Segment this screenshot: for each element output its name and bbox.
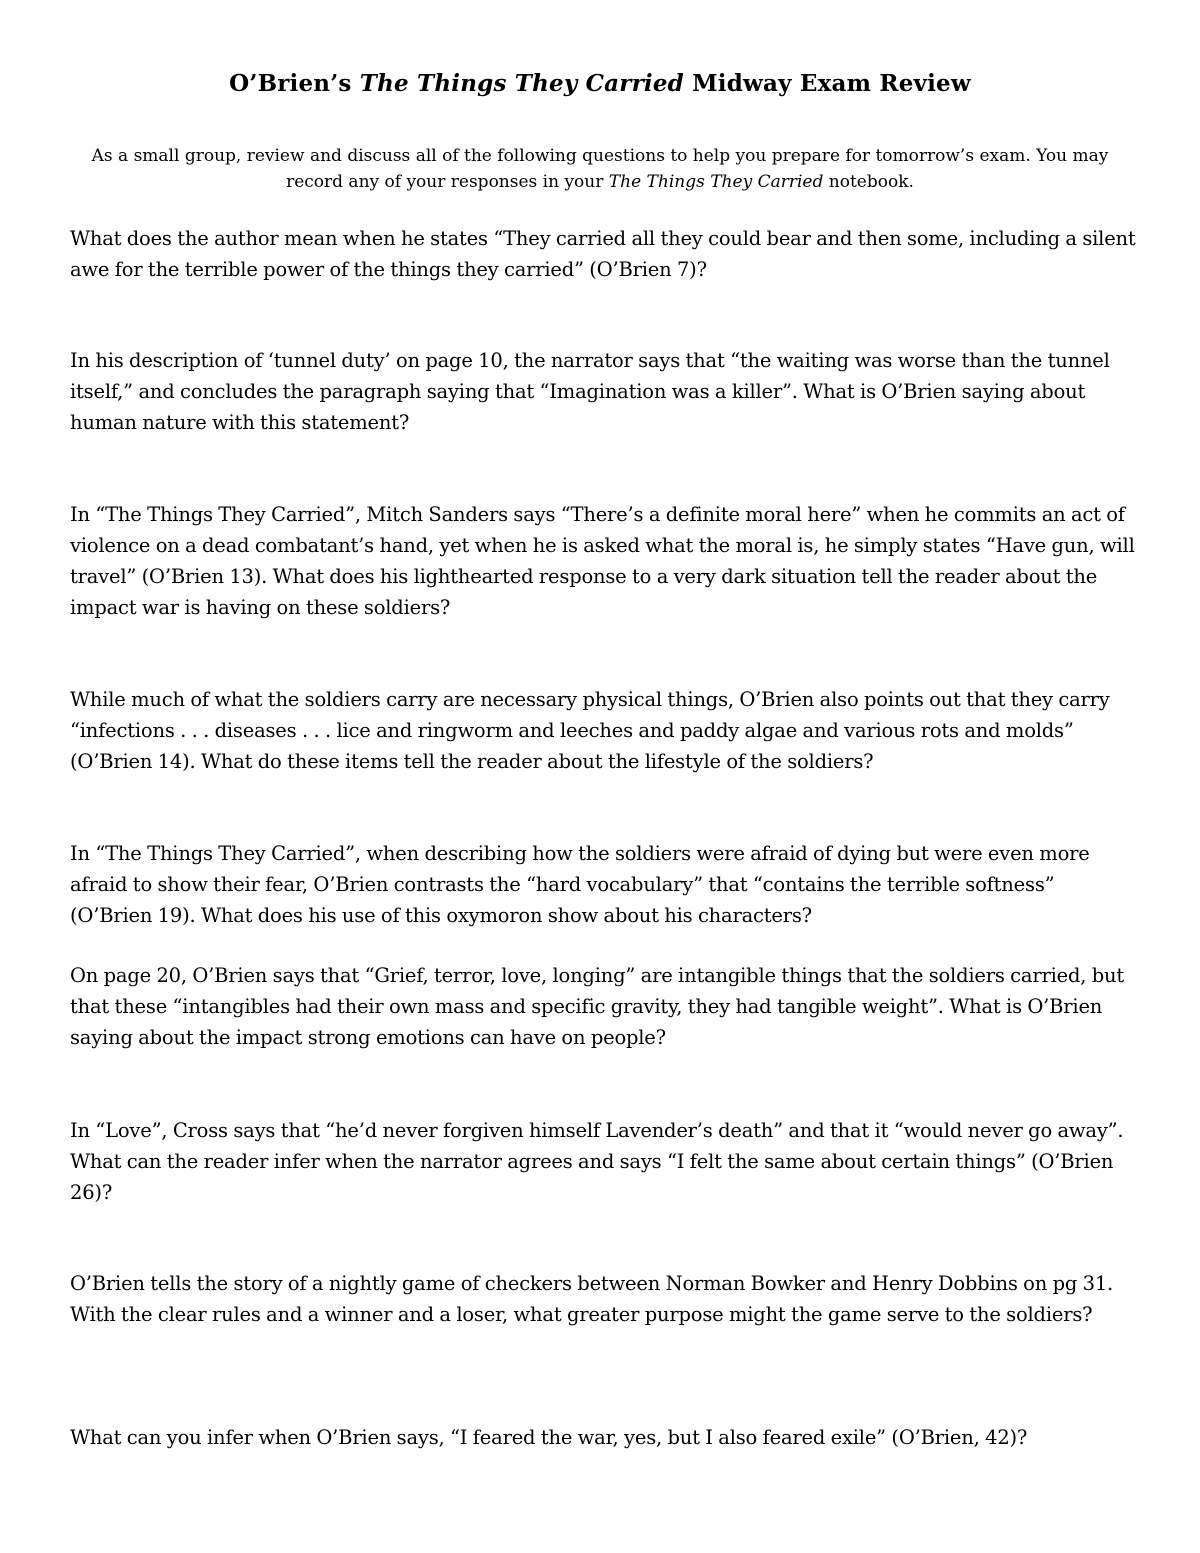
- instructions-part2: notebook.: [823, 172, 914, 192]
- question-9: What can you infer when O’Brien says, “I feared the war, yes, but I also feared exile” (O’Brien, 42)?: [70, 1426, 1028, 1449]
- question-6: On page 20, O’Brien says that “Grief, terror, love, longing” are intangible things that the soldiers carried, but that these “intangibles had their own mass and specific gravity, they had tangible weight”. What is O’Brien saying about the impact strong emotions can have on people?: [70, 964, 1124, 1049]
- title-prefix: O’Brien’s: [229, 70, 360, 97]
- instructions-part1: As a small group, review and discuss all of the following questions to help you prepare for tomorrow’s exam. You may record any of your responses in your: [91, 146, 1109, 192]
- instructions-book: The Things They Carried: [608, 172, 824, 192]
- question-3: In “The Things They Carried”, Mitch Sanders says “There’s a definite moral here” when he commits an act of violence on a dead combatant’s hand, yet when he is asked what the moral is, he simply states “Have gun, will travel” (O’Brien 13). What does his lighthearted response to a very dark situation tell the reader about the impact war is having on these soldiers?: [70, 503, 1135, 619]
- question-5: In “The Things They Carried”, when describing how the soldiers were afraid of dying but were even more afraid to show their fear, O’Brien contrasts the “hard vocabulary” that “contains the terrible softness” (O’Brien 19). What does his use of this oxymoron show about his characters?: [70, 842, 1090, 927]
- instructions: [80, 143, 1120, 195]
- question-8: O’Brien tells the story of a nightly game of checkers between Norman Bowker and Henry Dobbins on pg 31. With the clear rules and a winner and a loser, what greater purpose might the game serve to the soldiers?: [70, 1272, 1114, 1326]
- title-book: The Things They Carried: [359, 70, 684, 97]
- question-4: While much of what the soldiers carry are necessary physical things, O’Brien also points out that they carry “infections . . . diseases . . . lice and ringworm and leeches and paddy algae and various rots and molds” (O’Brien 14). What do these items tell the reader about the lifestyle of the soldiers?: [70, 688, 1110, 773]
- question-1: What does the author mean when he states “They carried all they could bear and then some, including a silent awe for the terrible power of the things they carried” (O’Brien 7)?: [70, 227, 1136, 281]
- question-7: In “Love”, Cross says that “he’d never forgiven himself Lavender’s death” and that it “would never go away”. What can the reader infer when the narrator agrees and says “I felt the same about certain things” (O’Brien 26)?: [70, 1119, 1124, 1204]
- question-2: In his description of ‘tunnel duty’ on page 10, the narrator says that “the waiting was worse than the tunnel itself,” and concludes the paragraph saying that “Imagination was a killer”. What is O’Brien saying about human nature with this statement?: [70, 349, 1110, 434]
- page-title: [0, 70, 1200, 97]
- title-suffix: Midway Exam Review: [683, 70, 971, 97]
